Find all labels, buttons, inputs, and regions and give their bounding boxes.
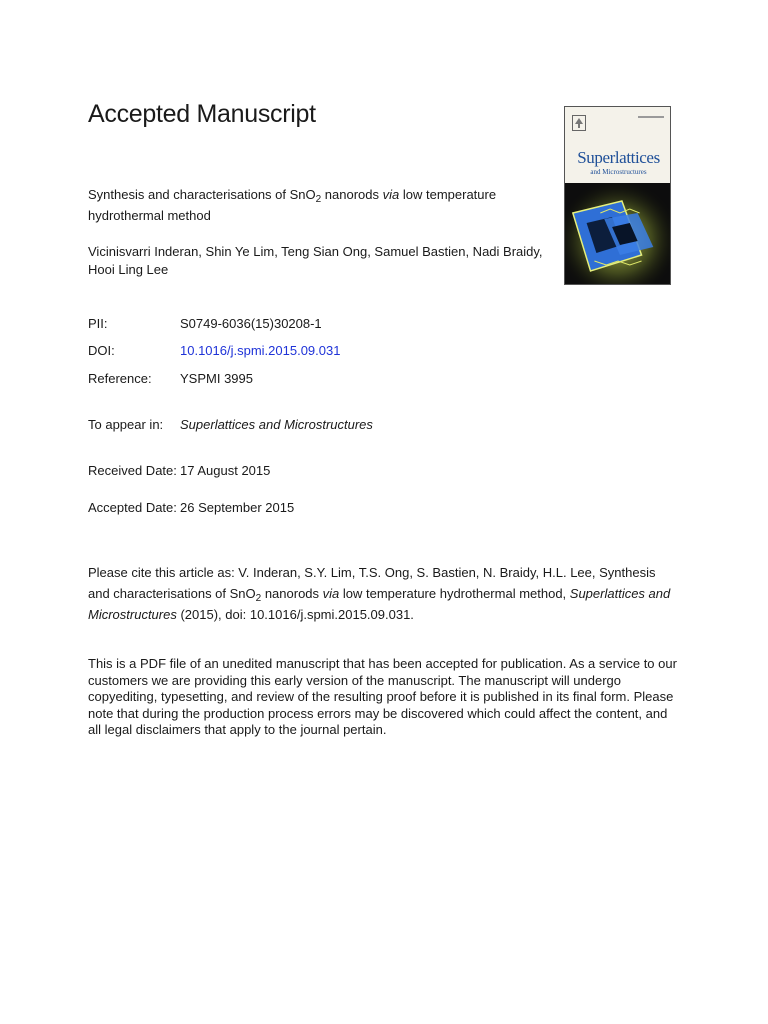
article-title: Synthesis and characterisations of SnO$_2$ nanorods via low temperature hydrothermal method <box>88 187 497 223</box>
appear-in-label: To appear in: <box>88 417 164 432</box>
doi-label: DOI: <box>88 343 115 358</box>
received-date-value: 17 August 2015 <box>180 463 271 478</box>
article-authors: Vicinisvarri Inderan, Shin Ye Lim, Teng Sian Ong, Samuel Bastien, Nadi Braidy, Hooi Ling Lee <box>88 244 543 277</box>
pii-label: PII: <box>88 316 108 331</box>
cover-journal-title: Superlattices <box>577 148 660 167</box>
doi-link[interactable]: 10.1016/j.spmi.2015.09.031 <box>180 343 341 358</box>
citation-paragraph: Please cite this article as: V. Inderan, S.Y. Lim, T.S. Ong, S. Bastien, N. Braidy, H.L. Lee, Synthesis and characterisations of SnO$_2$ nanorods via low temperature hydrothermal method, Superlattices and Microstructures (2015), doi: 10.1016/j.spmi.2015.09.031. <box>88 565 671 622</box>
appear-in-value: Superlattices and Microstructures <box>180 417 373 432</box>
received-date-label: Received Date: <box>88 463 177 478</box>
accepted-date-label: Accepted Date: <box>88 500 177 515</box>
reference-label: Reference: <box>88 371 152 386</box>
reference-value: YSPMI 3995 <box>180 371 253 386</box>
cover-issn-mark <box>638 116 664 118</box>
cover-artwork <box>565 183 670 285</box>
cover-journal-subtitle: and Microstructures <box>590 168 647 176</box>
page-heading: Accepted Manuscript <box>88 100 316 128</box>
disclaimer-paragraph: This is a PDF file of an unedited manuscript that has been accepted for publication. As a service to our customers we are providing this early version of the manuscript. The manuscript will undergo copyediting, typesetting, and review of the resulting proof before it is published in its final form. Please note that during the production process errors may be discovered which could affect the content, and all legal disclaimers that apply to the journal pertain. <box>88 656 677 737</box>
journal-cover <box>564 106 671 285</box>
accepted-date-value: 26 September 2015 <box>180 500 295 515</box>
pii-value: S0749-6036(15)30208-1 <box>180 316 322 331</box>
elsevier-tree-icon <box>572 115 586 131</box>
cover-header <box>565 107 670 183</box>
